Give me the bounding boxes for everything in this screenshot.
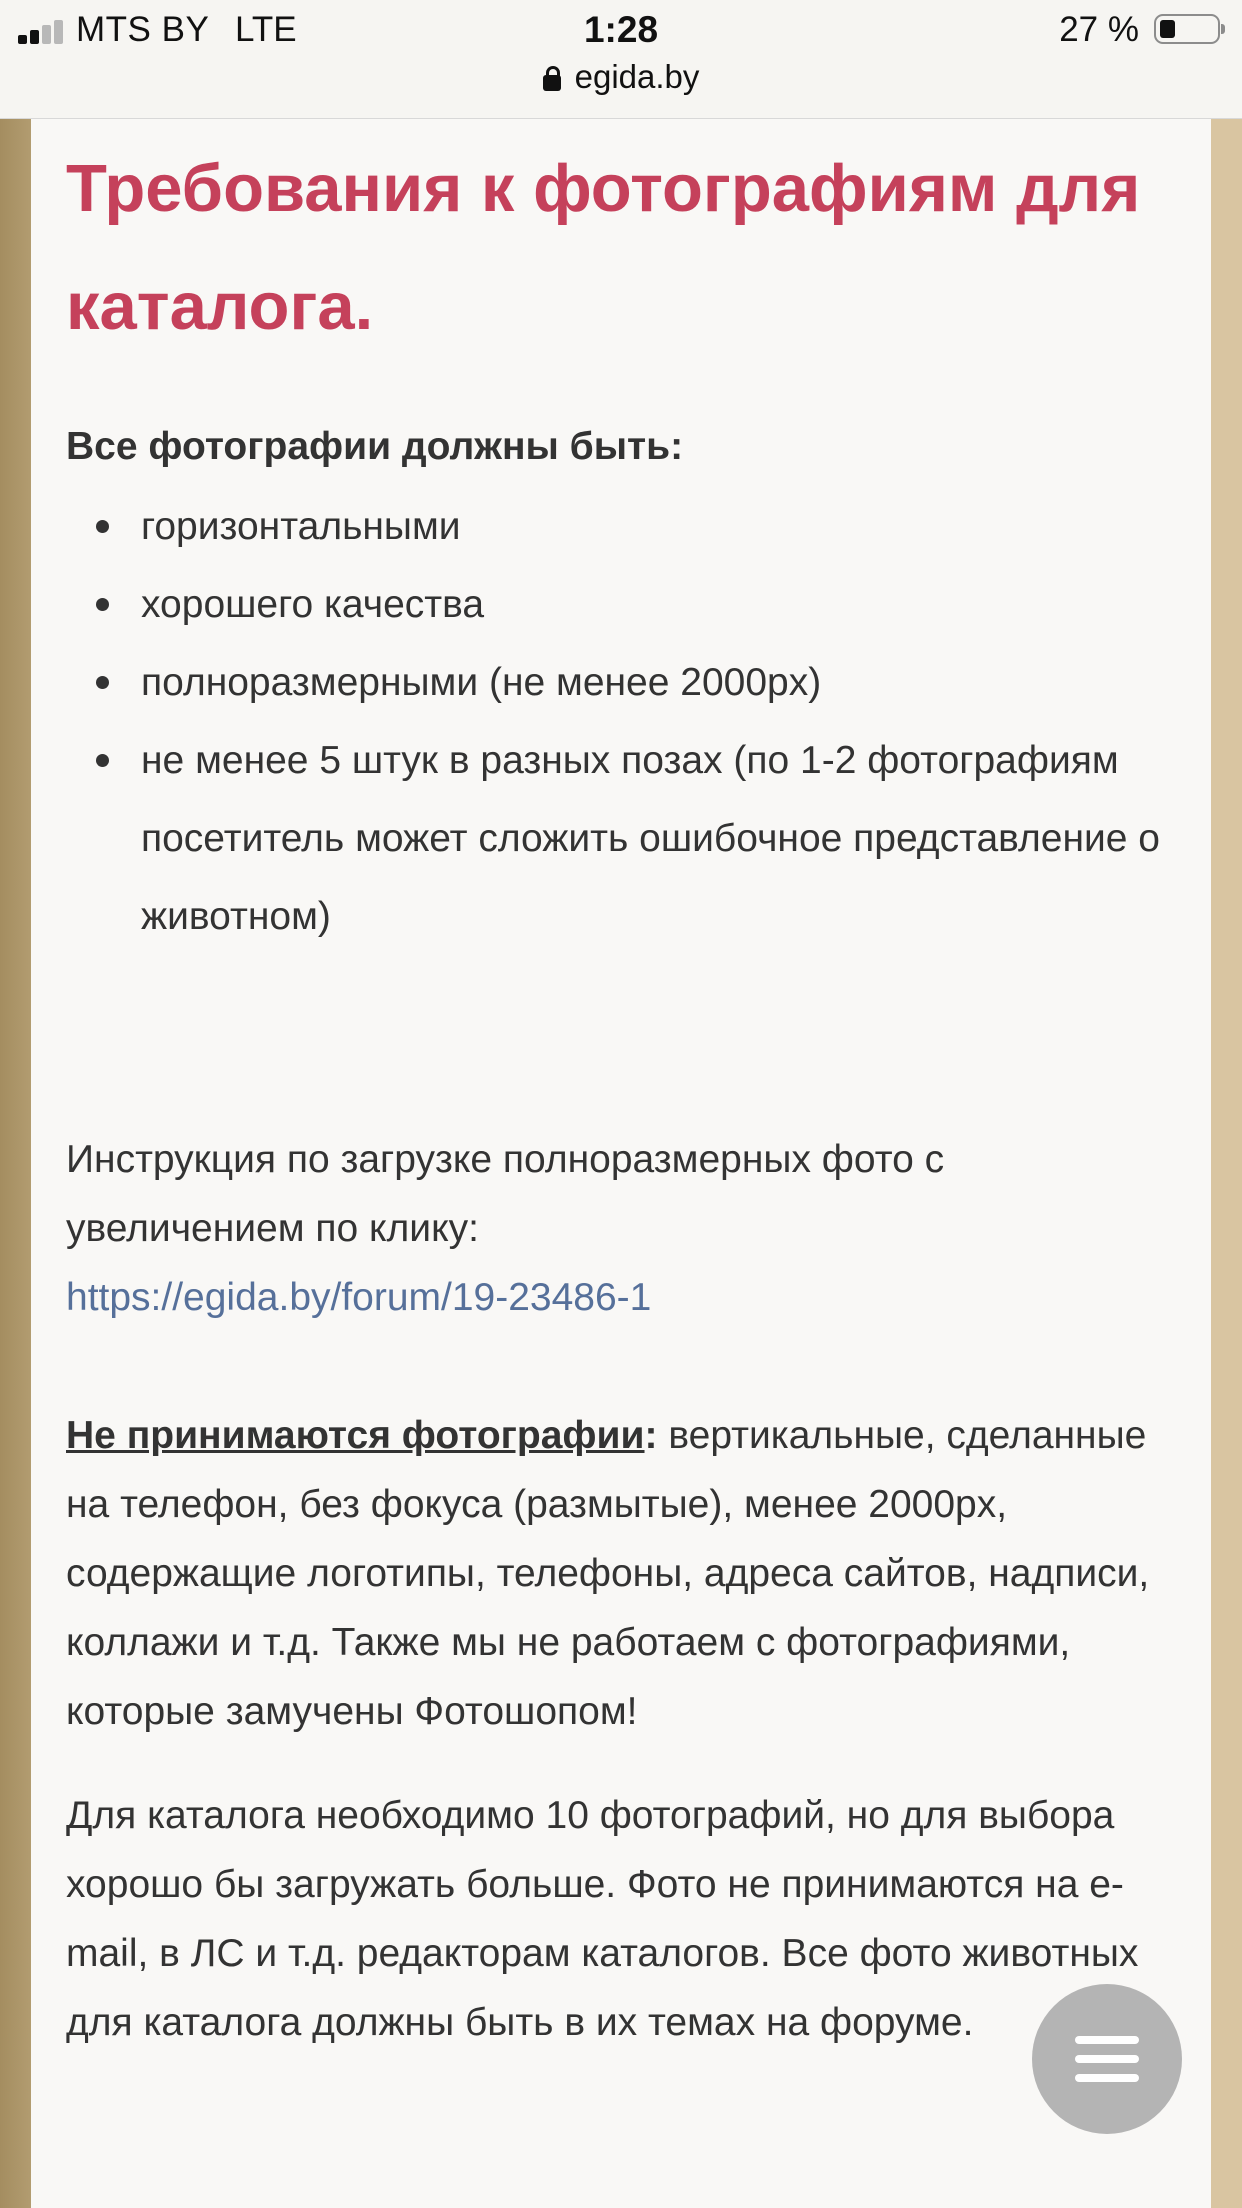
article-content	[31, 118, 1211, 2208]
battery-icon	[1154, 14, 1220, 44]
not-accepted-paragraph	[66, 1401, 1186, 1746]
requirements-lead: Все фотографии должны быть:	[66, 425, 684, 468]
not-accepted-label: Не принимаются фотографии	[66, 1414, 645, 1457]
list-item-text: не менее 5 штук в разных позах (по 1-2 фотографиям посетитель может сложить ошибочное представление о животном)	[141, 739, 1160, 938]
page-title: Требования к фотографиям для каталога.	[66, 151, 1141, 344]
list-item-text: полноразмерными (не менее 2000px)	[141, 661, 822, 704]
list-item	[66, 644, 1186, 722]
catalog-paragraph: Для каталога необходимо 10 фотографий, но для выбора хорошо бы загружать больше. Фото не принимаются на e-mail, в ЛС и т.д. редакторам каталогов. Все фото животных для каталога должны быть в их темах на форуме.	[66, 1794, 1139, 2044]
list-item-text: горизонтальными	[141, 505, 461, 548]
status-time: 1:28	[583, 9, 659, 50]
instruction-link[interactable]: https://egida.by/forum/19-23486-1	[66, 1276, 652, 1319]
upload-instruction-text: Инструкция по загрузке полноразмерных фото с увеличением по клику:	[66, 1138, 945, 1250]
list-item	[66, 566, 1186, 644]
list-item-text: хорошего качества	[141, 583, 485, 626]
not-accepted-colon: :	[644, 1414, 658, 1457]
list-item	[66, 488, 1186, 566]
status-bar	[0, 0, 1242, 62]
address-bar[interactable]	[0, 58, 1242, 96]
bullet-icon	[96, 676, 109, 689]
list-item	[66, 722, 1186, 956]
not-accepted-text: вертикальные, сделанные на телефон, без фокуса (размытые), менее 2000px, содержащие логотипы, телефоны, адреса сайтов, надписи, коллажи и т.д. Также мы не работаем с фотографиями, которые замучены Фотошопом!	[66, 1414, 1150, 1733]
left-side-background	[0, 118, 31, 2208]
network-type: LTE	[235, 10, 297, 49]
address-domain: egida.by	[574, 58, 700, 95]
hamburger-menu-icon[interactable]	[1032, 1984, 1182, 2134]
bullet-icon	[96, 598, 109, 611]
requirements-list	[66, 488, 1186, 956]
bullet-icon	[96, 754, 109, 767]
right-side-background	[1211, 118, 1242, 2208]
bullet-icon	[96, 520, 109, 533]
battery-percent: 27 %	[1059, 10, 1139, 49]
battery-fill	[1160, 20, 1175, 38]
lock-icon	[543, 75, 561, 91]
carrier-name: MTS BY	[76, 10, 210, 49]
browser-top-bar	[0, 0, 1242, 119]
